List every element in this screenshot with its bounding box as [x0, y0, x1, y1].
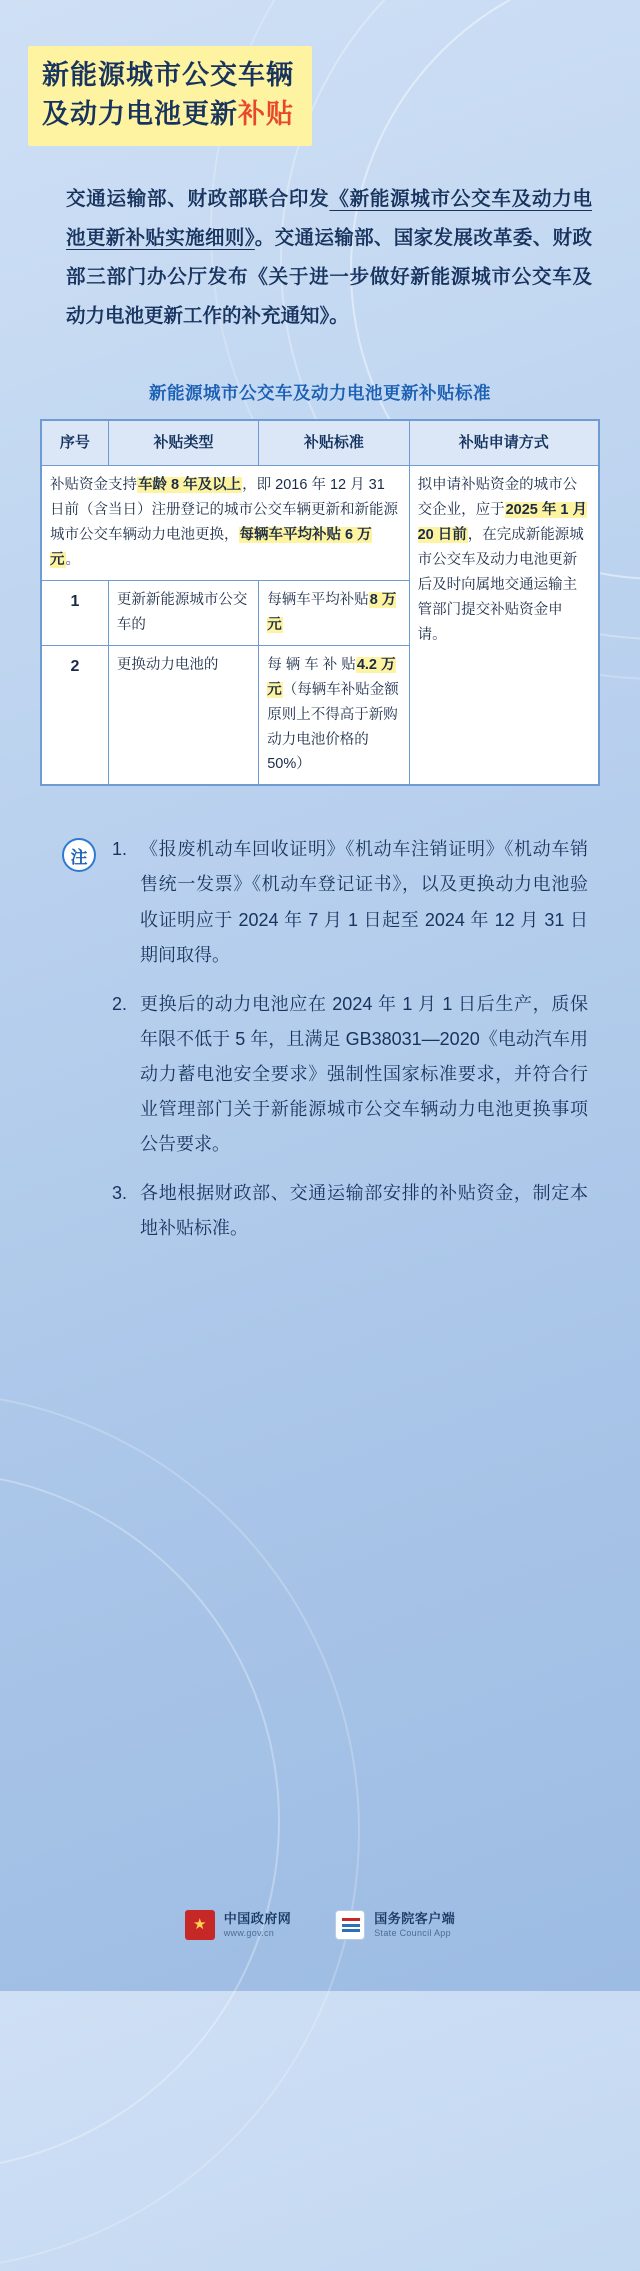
row-standard-text-a: 每辆车平均补贴 — [267, 591, 369, 608]
table-header-cell: 序号 — [42, 421, 109, 466]
title-line-2-prefix: 及动力电池更新 — [42, 99, 238, 130]
section-heading: 新能源城市公交车及动力电池更新补贴标准 — [149, 383, 491, 404]
apply-highlight-date: 2025 年 1 月 20 日前 — [417, 502, 587, 543]
footer-gov-brand — [185, 1910, 292, 1940]
table-row — [42, 466, 599, 581]
row-type: 更换动力电池的 — [108, 645, 258, 785]
row-standard-highlight: 4.2 万元 — [267, 656, 396, 698]
row-standard-text-a: 每 辆 车 补 贴 — [267, 656, 356, 673]
footer-gov-url: www.gov.cn — [223, 1927, 275, 1938]
row-standard-text-b: （每辆车补贴金额原则上不得高于新购动力电池价格的 50%） — [267, 681, 399, 773]
intro-part-1: 交通运输部、财政部联合印发 — [66, 188, 330, 211]
national-emblem-icon — [185, 1910, 215, 1940]
page-title — [28, 46, 312, 146]
table-header-cell: 补贴类型 — [108, 421, 258, 466]
intro-document-1: 《新能源城市公交车及动力电池更新补贴实施细则》 — [66, 188, 592, 250]
list-item: 《报废机动车回收证明》《机动车注销证明》《机动车销售统一发票》《机动车登记证书》，以及更换动力电池验收证明应于 2024 年 7 月 1 日起至 2024 年 12 月 31 日期间取得。 — [140, 839, 588, 965]
footer-app-sub: State Council App — [374, 1927, 451, 1938]
merged-note-highlight-b: 每辆车平均补贴 6 万元 — [50, 526, 372, 568]
apply-method-cell — [409, 466, 598, 785]
title-line-1: 新能源城市公交车辆 — [42, 60, 294, 90]
footer-app-name: 国务院客户端 — [374, 1911, 456, 1927]
merged-note-text-a: 补贴资金支持 — [50, 477, 137, 494]
merged-note-cell — [42, 466, 410, 581]
row-standard — [259, 580, 409, 645]
list-item: 各地根据财政部、交通运输部安排的补贴资金，制定本地补贴标准。 — [140, 1183, 588, 1239]
footer-gov-text — [224, 1911, 292, 1939]
subsidy-table — [40, 419, 600, 786]
merged-note-highlight-a: 车龄 8 年及以上 — [138, 477, 242, 494]
intro-paragraph — [66, 180, 592, 336]
title-accent-word: 补贴 — [238, 99, 294, 130]
apply-text-a: 拟申请补贴资金的城市公交企业，应于 — [417, 477, 578, 519]
title-line-2 — [42, 95, 294, 134]
table-header-cell: 补贴申请方式 — [409, 421, 598, 466]
row-standard — [259, 645, 409, 785]
note-badge: 注 — [62, 838, 96, 872]
row-standard-highlight: 8 万元 — [267, 591, 397, 633]
table-header-cell: 补贴标准 — [259, 421, 409, 466]
merged-note-text-c: 。 — [65, 551, 80, 568]
merged-note-text-b: ，即 2016 年 12 月 31 日前（含当日）注册登记的城市公交车辆更新和新能源城市公交车辆动力电池更换， — [50, 477, 398, 543]
row-number: 1 — [42, 580, 109, 645]
footer — [14, 1910, 626, 1940]
app-icon — [335, 1910, 365, 1940]
list-item: 更换后的动力电池应在 2024 年 1 月 1 日后生产，质保年限不低于 5 年，且满足 GB38031—2020《电动汽车用动力蓄电池安全要求》强制性国家标准要求，并符合行业管理部门关于新能源城市公交车辆动力电池更换事项公告要求。 — [140, 993, 588, 1155]
row-type: 更新新能源城市公交车的 — [108, 580, 258, 645]
footer-app-brand — [335, 1910, 455, 1940]
row-number: 2 — [42, 645, 109, 785]
intro-part-3: 。 — [329, 305, 349, 328]
title-highlight-block — [28, 46, 312, 146]
intro-document-2: 《关于进一步做好新能源城市公交车及动力电池更新工作的补充通知》 — [66, 266, 592, 328]
table-header-row — [42, 421, 599, 466]
notes-section — [44, 832, 596, 1260]
apply-text-b: ，在完成新能源城市公交车及动力电池更新后及时向属地交通运输主管部门提交补贴资金申请。 — [417, 526, 584, 643]
note-list — [110, 832, 596, 1260]
footer-gov-name: 中国政府网 — [223, 1911, 292, 1927]
footer-app-text — [374, 1911, 455, 1939]
infographic-page — [14, 22, 626, 1962]
intro-part-2: 。交通运输部、国家发展改革委、财政部三部门办公厅发布 — [66, 227, 592, 289]
